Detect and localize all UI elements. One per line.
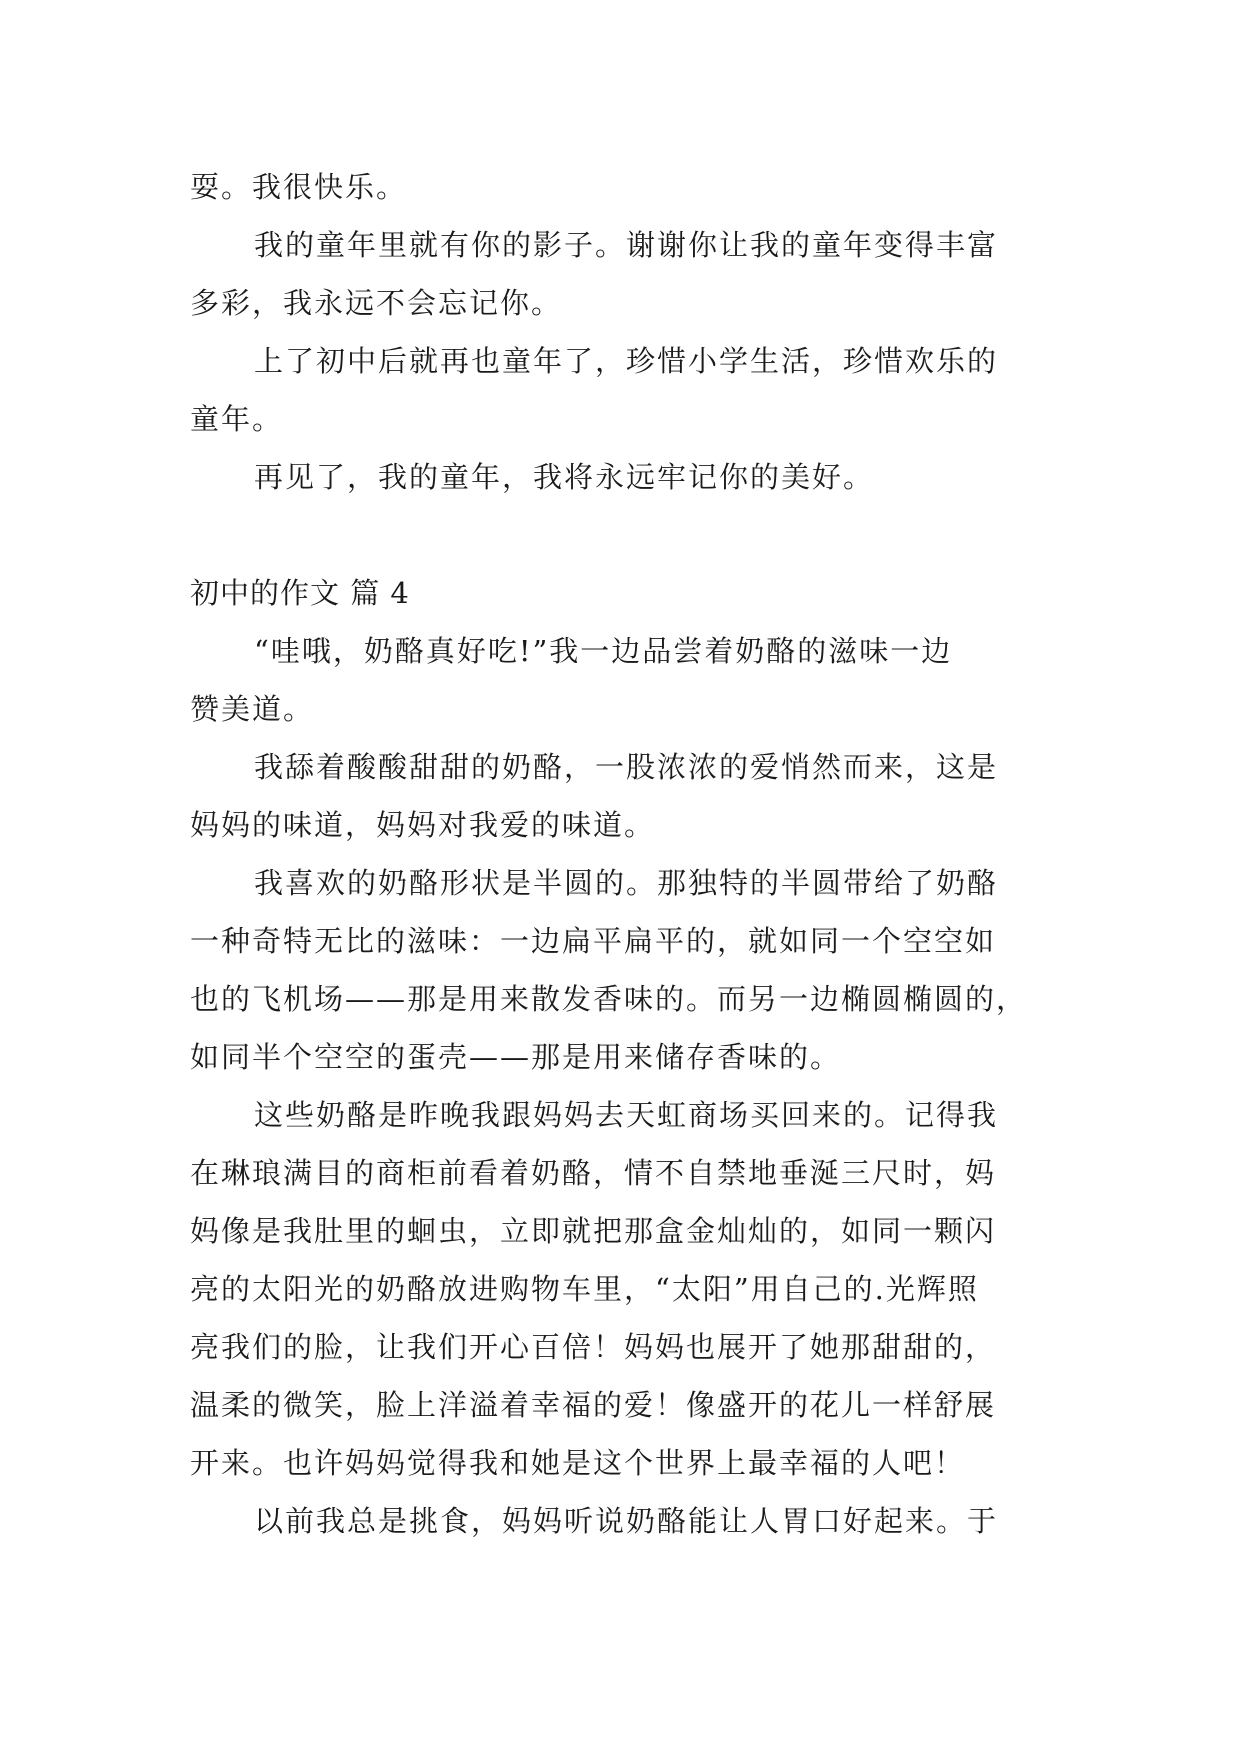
section-gap <box>190 506 1050 564</box>
text-line: 我喜欢的奶酪形状是半圆的。那独特的半圆带给了奶酪 <box>254 866 999 900</box>
text-line: 童年。 <box>190 402 284 436</box>
text-line: 赞美道。 <box>190 692 315 726</box>
text-line: 开来。也许妈妈觉得我和她是这个世界上最幸福的人吧！ <box>190 1446 966 1480</box>
text-line: 妈像是我肚里的蛔虫，立即就把那盒金灿灿的，如同一颗闪 <box>190 1214 997 1248</box>
section-heading: 初中的作文 篇 4 <box>190 576 410 610</box>
text-line: 以前我总是挑食，妈妈听说奶酪能让人胃口好起来。于 <box>254 1504 999 1538</box>
text-line: 如同半个空空的蛋壳——那是用来储存香味的。 <box>190 1040 842 1074</box>
text-line: 多彩，我永远不会忘记你。 <box>190 286 563 320</box>
document-body <box>190 158 1050 1550</box>
text-line: 上了初中后就再也童年了，珍惜小学生活，珍惜欢乐的 <box>254 344 999 378</box>
text-line: 再见了，我的童年，我将永远牢记你的美好。 <box>254 460 875 494</box>
text-line: 温柔的微笑，脸上洋溢着幸福的爱！像盛开的花儿一样舒展 <box>190 1388 997 1422</box>
text-line: 亮我们的脸，让我们开心百倍！妈妈也展开了她那甜甜的， <box>190 1330 997 1364</box>
text-line: 我舔着酸酸甜甜的奶酪，一股浓浓的爱悄然而来，这是 <box>254 750 999 784</box>
text-line: 一种奇特无比的滋味：一边扁平扁平的，就如同一个空空如 <box>190 924 997 958</box>
text-line: “哇哦，奶酪真好吃!”我一边品尝着奶酪的滋味一边 <box>254 634 953 668</box>
text-line: 也的飞机场——那是用来散发香味的。而另一边椭圆椭圆的， <box>190 982 1028 1016</box>
text-line: 我的童年里就有你的影子。谢谢你让我的童年变得丰富 <box>254 228 999 262</box>
text-line: 这些奶酪是昨晚我跟妈妈去天虹商场买回来的。记得我 <box>254 1098 999 1132</box>
text-line: 耍。我很快乐。 <box>190 170 408 204</box>
text-line: 亮的太阳光的奶酪放进购物车里，“太阳”用自己的.光辉照 <box>190 1272 979 1306</box>
text-line: 在琳琅满目的商柜前看着奶酪，情不自禁地垂涎三尺时，妈 <box>190 1156 997 1190</box>
text-line: 妈妈的味道，妈妈对我爱的味道。 <box>190 808 656 842</box>
